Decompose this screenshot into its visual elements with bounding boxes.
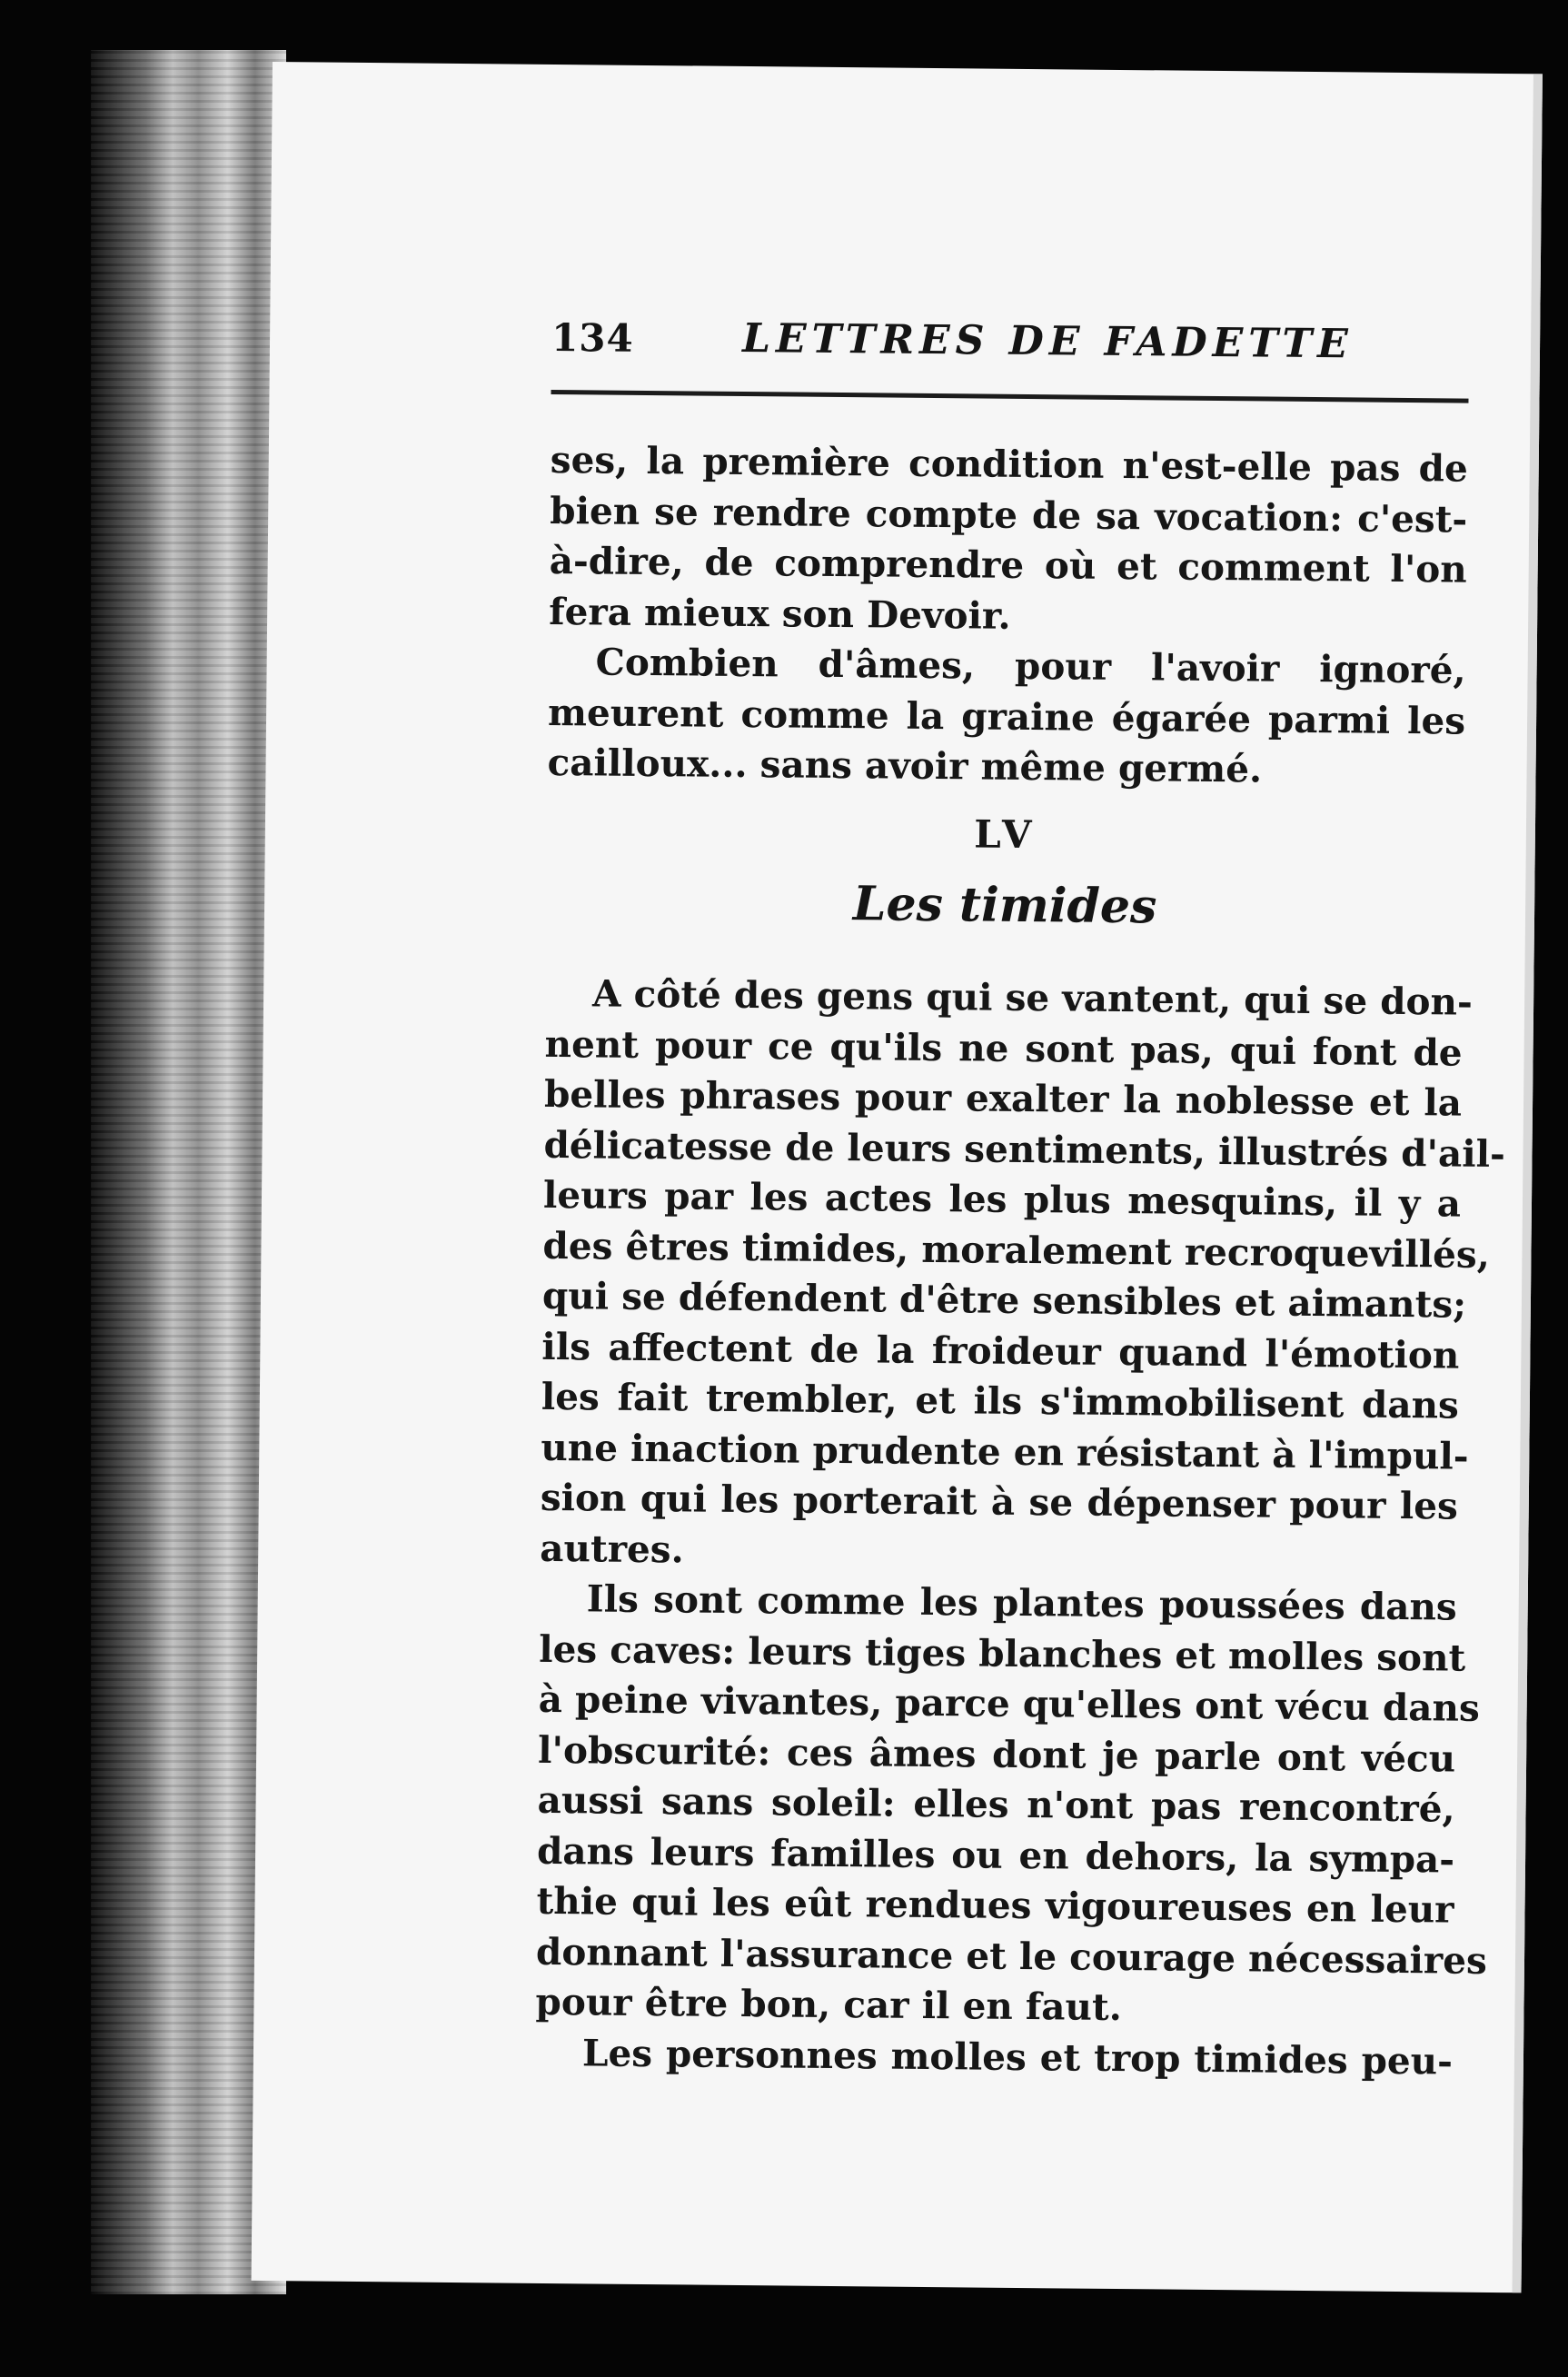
text-line: les caves: leurs tiges blanches et molles sont bbox=[539, 1626, 1466, 1680]
text-line: A côté des gens qui se vantent, qui se don- bbox=[591, 971, 1474, 1024]
paragraph-continued bbox=[549, 435, 1468, 646]
text-line: dans leurs familles ou en dehors, la sympa- bbox=[536, 1828, 1455, 1882]
text-line: autres. bbox=[540, 1526, 684, 1571]
page-sheet bbox=[252, 62, 1543, 2292]
text-line: pour être bon, car il en faut. bbox=[535, 1979, 1123, 2030]
text-line: ils affectent de la froideur quand l'émotion bbox=[541, 1324, 1460, 1377]
text-block-top bbox=[547, 435, 1468, 797]
text-line: sion qui les porterait à se dépenser pour les bbox=[540, 1475, 1459, 1528]
text-line: à-dire, de comprendre où et comment l'on bbox=[549, 538, 1467, 592]
text-line: l'obscurité: ces âmes dont je parle ont vécu bbox=[537, 1727, 1456, 1781]
text-line: une inaction prudente en résistant à l'impul- bbox=[541, 1425, 1469, 1478]
text-line: à peine vivantes, parce qu'elles ont vécu dans bbox=[538, 1676, 1481, 1730]
text-line: meurent comme la graine égarée parmi les bbox=[547, 690, 1466, 743]
text-line: fera mieux son Devoir. bbox=[548, 589, 1011, 638]
chapter-title: Les timides bbox=[852, 876, 1157, 935]
text-line: Ils sont comme les plantes poussées dans bbox=[586, 1576, 1457, 1629]
text-line: Combien d'âmes, pour l'avoir ignoré, bbox=[595, 640, 1466, 692]
page-number: 134 bbox=[551, 314, 635, 361]
page-edge bbox=[1512, 74, 1542, 2292]
paragraph-ils-sont bbox=[535, 1574, 1488, 2036]
text-line: délicatesse de leurs sentiments, illustrés d'ail- bbox=[543, 1122, 1506, 1176]
running-header bbox=[551, 308, 1461, 390]
running-title: LETTRES DE FADETTE bbox=[741, 314, 1354, 368]
text-line: leurs par les actes les plus mesquins, il y a bbox=[542, 1172, 1462, 1226]
text-block-chapter bbox=[535, 969, 1506, 2087]
text-line: Les personnes molles et trop timides peu- bbox=[581, 2030, 1454, 2084]
chapter-number: LV bbox=[974, 811, 1037, 858]
text-line: donnant l'assurance et le courage nécessaires bbox=[535, 1929, 1488, 1983]
paragraph-combien bbox=[547, 637, 1466, 797]
text-line: qui se défendent d'être sensibles et aimants; bbox=[541, 1273, 1467, 1327]
paragraph-les-personnes bbox=[535, 2027, 1453, 2086]
text-line: des êtres timides, moralement recroquevillés, bbox=[542, 1223, 1491, 1277]
paragraph-a-cote bbox=[540, 969, 1506, 1583]
text-line: bien se rendre compte de sa vocation: c'est- bbox=[550, 488, 1468, 542]
header-rule bbox=[551, 390, 1469, 403]
text-line: thie qui les eût rendues vigoureuses en leur bbox=[536, 1878, 1454, 1932]
text-line: cailloux... sans avoir même germé. bbox=[547, 740, 1263, 791]
text-line: nent pour ce qu'ils ne sont pas, qui font de bbox=[544, 1021, 1463, 1075]
text-line: les fait trembler, et ils s'immobilisent dans bbox=[541, 1374, 1460, 1427]
text-line: ses, la première condition n'est-elle pas de bbox=[550, 437, 1468, 491]
text-line: aussi sans soleil: elles n'ont pas rencontré, bbox=[537, 1777, 1455, 1831]
text-line: belles phrases pour exalter la noblesse et la bbox=[543, 1071, 1463, 1125]
